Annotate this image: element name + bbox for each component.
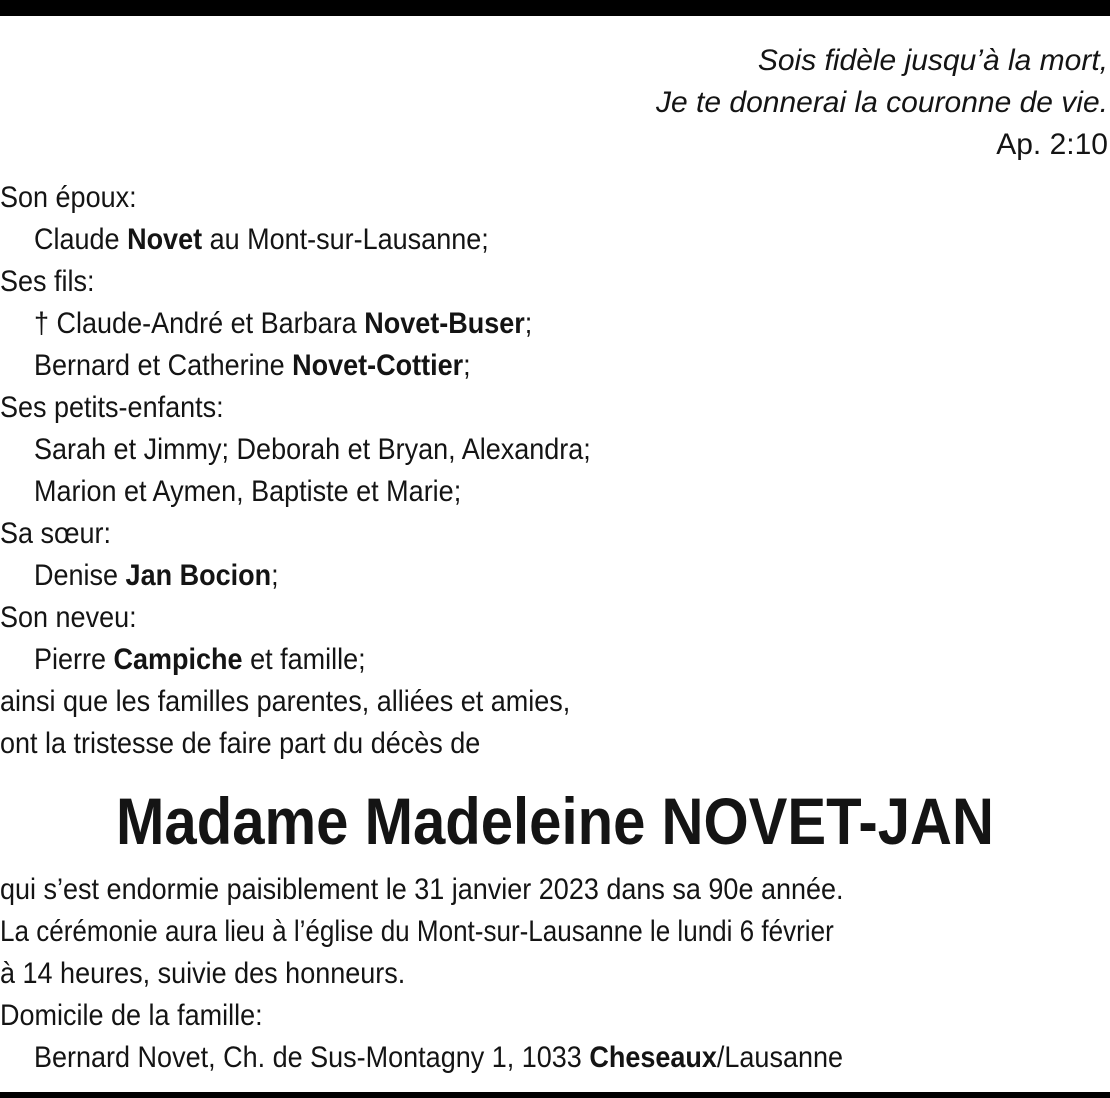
bottom-rule bbox=[0, 1092, 1110, 1098]
domicile-heading: Domicile de la famille: bbox=[0, 999, 263, 1032]
nephew-heading: Son neveu: bbox=[0, 601, 137, 634]
sons-heading: Ses fils: bbox=[0, 265, 95, 298]
grandchildren-heading: Ses petits-enfants: bbox=[0, 391, 224, 424]
details-line-2: La cérémonie aura lieu à l’église du Mont-sur-Lausanne le lundi 6 février bbox=[0, 915, 834, 948]
closing-line-1: ainsi que les familles parentes, alliées et amies, bbox=[0, 685, 571, 718]
sister-entry: Denise Jan Bocion; bbox=[34, 559, 279, 592]
spouse-heading: Son époux: bbox=[0, 181, 137, 214]
verse-line-1: Sois fidèle jusqu’à la mort, bbox=[757, 44, 1108, 77]
grandchildren-line-1: Sarah et Jimmy; Deborah et Bryan, Alexandra; bbox=[34, 433, 591, 466]
top-rule bbox=[0, 0, 1110, 16]
closing-line-2: ont la tristesse de faire part du décès de bbox=[0, 727, 481, 760]
details-line-3: à 14 heures, suivie des honneurs. bbox=[0, 957, 406, 990]
nephew-entry: Pierre Campiche et famille; bbox=[34, 643, 366, 676]
verse-line-2: Je te donnerai la couronne de vie. bbox=[656, 86, 1108, 119]
details-line-1: qui s’est endormie paisiblement le 31 janvier 2023 dans sa 90e année. bbox=[0, 873, 844, 906]
deceased-name: Madame Madeleine NOVET-JAN bbox=[116, 784, 994, 858]
sister-heading: Sa sœur: bbox=[0, 517, 112, 550]
grandchildren-line-2: Marion et Aymen, Baptiste et Marie; bbox=[34, 475, 462, 508]
spouse-entry: Claude Novet au Mont-sur-Lausanne; bbox=[34, 223, 489, 256]
verse-reference: Ap. 2:10 bbox=[996, 128, 1108, 161]
domicile-address: Bernard Novet, Ch. de Sus-Montagny 1, 1033 Cheseaux/Lausanne bbox=[34, 1041, 844, 1074]
son-entry-1: † Claude-André et Barbara Novet-Buser; bbox=[34, 307, 533, 340]
son-entry-2: Bernard et Catherine Novet-Cottier; bbox=[34, 349, 471, 382]
